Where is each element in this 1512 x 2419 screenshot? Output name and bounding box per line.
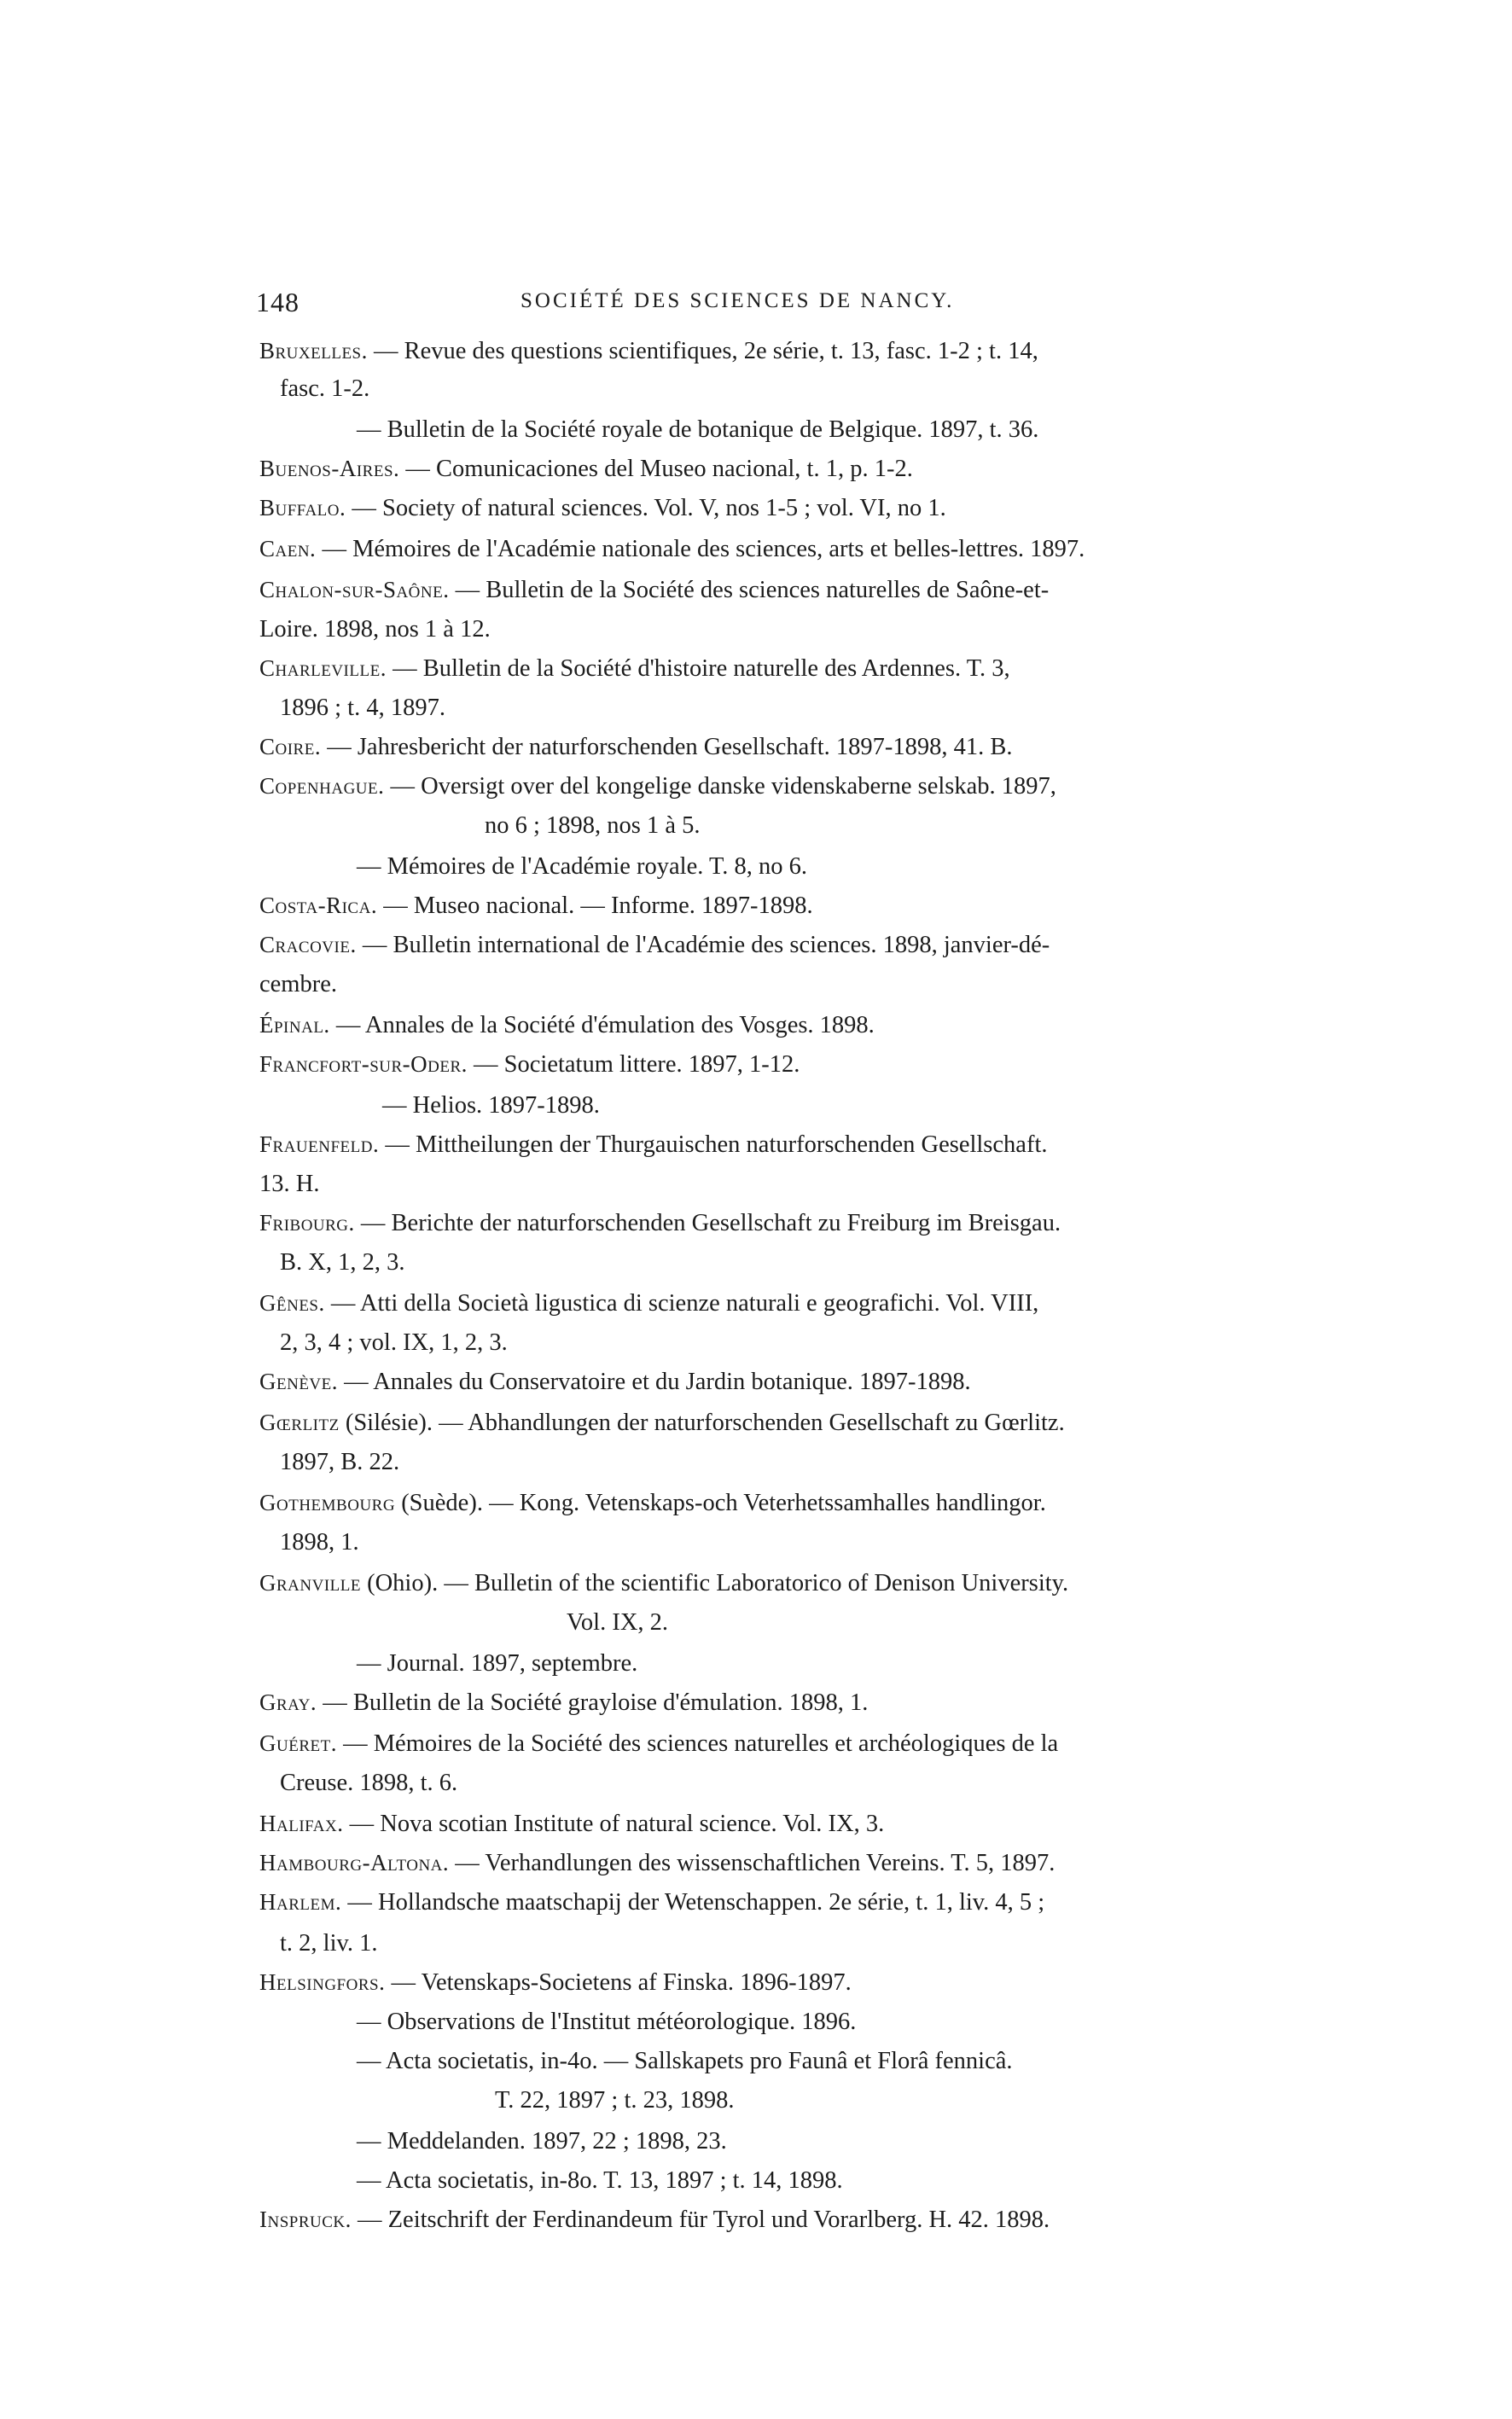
entry-text: 1898, 1.: [280, 1529, 359, 1555]
entry-text: 1897, B. 22.: [280, 1449, 400, 1475]
entry-text: — Zeitschrift der Ferdinandeum für Tyrol und Vorarlberg. H. 42. 1898.: [351, 2207, 1050, 2233]
entry-text: — Annales du Conservatoire et du Jardin botanique. 1897-1898.: [338, 1369, 971, 1395]
entry-text: Creuse. 1898, t. 6.: [280, 1770, 458, 1796]
entry-continuation: [259, 1331, 1314, 1356]
entry-line: [259, 457, 1294, 482]
entry-line: [259, 933, 1294, 958]
entry-line: [259, 1292, 1294, 1317]
entry-continuation: [259, 1611, 1512, 1636]
entry-text: — Society of natural sciences. Vol. V, nos 1-5 ; vol. VI, no 1.: [346, 495, 946, 521]
entry-continuation: [259, 1172, 1294, 1197]
entry-line: [259, 657, 1294, 682]
entry-continuation: [259, 1531, 1314, 1555]
entry-text: t. 2, liv. 1.: [280, 1930, 378, 1957]
entry-line: [259, 340, 1294, 364]
entry-text: — Meddelanden. 1897, 22 ; 1898, 23.: [357, 2128, 727, 2154]
entry-text: — Societatum littere. 1897, 1-12.: [467, 1051, 800, 1078]
entry-text: fasc. 1-2.: [280, 375, 370, 402]
place-name: Coire.: [259, 734, 322, 759]
entry-text: — Vetenskaps-Societens af Finska. 1896-1897.: [385, 1969, 852, 1996]
entry-text: — Jahresbericht der naturforschenden Gesellschaft. 1897-1898, 41. B.: [321, 734, 1013, 760]
place-name: Charleville.: [259, 655, 387, 681]
entry-line: [259, 2208, 1294, 2233]
place-name: Épinal.: [259, 1012, 330, 1038]
entry-text: — Revue des questions scientifiques, 2e série, t. 13, fasc. 1-2 ; t. 14,: [367, 338, 1038, 364]
place-name: Guéret.: [259, 1730, 337, 1756]
entry-continuation: [259, 618, 1294, 643]
entry-text: cembre.: [259, 971, 337, 997]
entry-continuation: [259, 1771, 1314, 1796]
place-name: Costa-Rica.: [259, 893, 378, 918]
entry-text: — Acta societatis, in-4o. — Sallskapets pro Faunâ et Florâ fennicâ.: [357, 2048, 1013, 2074]
entry-continuation: [259, 1251, 1314, 1276]
place-name: Caen.: [259, 536, 317, 561]
place-name: Gœrlitz: [259, 1410, 340, 1435]
entry-text: — Mémoires de la Société des sciences naturelles et archéologiques de la: [336, 1730, 1059, 1757]
entry-text: — Mémoires de l'Académie nationale des sciences, arts et belles-lettres. 1897.: [316, 536, 1085, 562]
entry-text: — Annales de la Société d'émulation des Vosges. 1898.: [329, 1012, 875, 1038]
entry-continuation: [259, 2089, 1512, 2114]
place-name: Granville: [259, 1570, 361, 1596]
entry-text: Vol. IX, 2.: [567, 1609, 669, 1636]
entry-continuation: [259, 855, 1391, 880]
entry-text: no 6 ; 1898, nos 1 à 5.: [485, 812, 701, 839]
entry-line: [259, 1370, 1294, 1395]
entry-text: — Observations de l'Institut météorologique. 1896.: [357, 2009, 857, 2035]
place-name: Buffalo.: [259, 495, 346, 520]
entry-text: T. 22, 1897 ; t. 23, 1898.: [495, 2087, 735, 2114]
entry-line: [259, 497, 1294, 521]
entry-text: — Berichte der naturforschenden Gesellschaft zu Freiburg im Breisgau.: [354, 1210, 1061, 1236]
entry-text: — Verhandlungen des wissenschaftlichen Vereins. T. 5, 1897.: [449, 1850, 1055, 1876]
entry-line: [259, 1891, 1294, 1916]
place-name: Gray.: [259, 1689, 317, 1715]
place-name: Harlem.: [259, 1889, 342, 1915]
entry-text: (Silésie). — Abhandlungen der naturforschenden Gesellschaft zu Gœrlitz.: [339, 1410, 1065, 1436]
entry-continuation: [259, 2169, 1391, 2194]
place-name: Gothembourg: [259, 1490, 396, 1515]
place-name: Francfort-sur-Oder.: [259, 1051, 468, 1077]
entry-text: — Atti della Società ligustica di scienze naturali e geografichi. Vol. VIII,: [324, 1290, 1039, 1317]
place-name: Buenos-Aires.: [259, 456, 400, 481]
place-name: Hambourg-Altona.: [259, 1850, 450, 1875]
entry-continuation: [259, 2050, 1391, 2074]
entry-continuation: [259, 1451, 1314, 1475]
place-name: Genève.: [259, 1369, 339, 1394]
entry-text: B. X, 1, 2, 3.: [280, 1249, 405, 1276]
running-title: SOCIÉTÉ DES SCIENCES DE NANCY.: [520, 289, 955, 312]
entry-text: — Acta societatis, in-8o. T. 13, 1897 ; t. 14, 1898.: [357, 2167, 843, 2194]
entry-continuation: [259, 696, 1314, 721]
entry-line: [259, 1492, 1294, 1516]
entry-text: — Bulletin de la Société des sciences naturelles de Saône-et-: [449, 577, 1050, 603]
entry-line: [259, 1691, 1294, 1716]
entry-text: — Hollandsche maatschapij der Wetenschappen. 2e série, t. 1, liv. 4, 5 ;: [341, 1889, 1045, 1916]
entry-text: — Museo nacional. — Informe. 1897-1898.: [377, 893, 813, 919]
entry-text: — Oversigt over del kongelige danske videnskaberne selskab. 1897,: [384, 773, 1056, 800]
entry-text: — Helios. 1897-1898.: [382, 1092, 600, 1119]
entry-text: — Bulletin de la Société d'histoire naturelle des Ardennes. T. 3,: [386, 655, 1010, 682]
entry-line: [259, 1411, 1294, 1436]
entry-text: 13. H.: [259, 1171, 320, 1197]
place-name: Halifax.: [259, 1811, 344, 1836]
entry-line: [259, 1014, 1294, 1038]
entry-line: [259, 1212, 1294, 1236]
place-name: Bruxelles.: [259, 338, 368, 363]
entry-line: [259, 736, 1294, 760]
entry-continuation: [259, 418, 1391, 443]
place-name: Frauenfeld.: [259, 1131, 380, 1157]
place-name: Gênes.: [259, 1290, 325, 1316]
entry-continuation: [259, 1094, 1416, 1119]
entry-continuation: [259, 1652, 1391, 1677]
entry-text: — Mittheilungen der Thurgauischen naturforschenden Gesellschaft.: [379, 1131, 1048, 1158]
entry-text: — Bulletin international de l'Académie des sciences. 1898, janvier-dé-: [356, 932, 1050, 958]
entry-text: — Bulletin de la Société royale de botanique de Belgique. 1897, t. 36.: [357, 416, 1039, 443]
entry-text: Loire. 1898, nos 1 à 12.: [259, 616, 491, 643]
entry-line: [259, 1572, 1294, 1596]
entry-line: [259, 1732, 1294, 1757]
entry-continuation: [259, 2010, 1391, 2035]
entry-continuation: [259, 1932, 1314, 1957]
entry-line: [259, 579, 1294, 603]
entry-line: [259, 1133, 1294, 1158]
place-name: Chalon-sur-Saône.: [259, 577, 450, 602]
entry-line: [259, 1812, 1294, 1837]
entry-continuation: [259, 814, 1512, 839]
place-name: Cracovie.: [259, 932, 357, 957]
entry-line: [259, 775, 1294, 800]
entry-text: — Nova scotian Institute of natural science. Vol. IX, 3.: [343, 1811, 885, 1837]
place-name: Fribourg.: [259, 1210, 355, 1236]
place-name: Inspruck.: [259, 2207, 352, 2232]
entry-text: — Mémoires de l'Académie royale. T. 8, no 6.: [357, 853, 808, 880]
entry-line: [259, 538, 1294, 562]
entry-text: — Journal. 1897, septembre.: [357, 1650, 638, 1677]
entry-continuation: [259, 2130, 1391, 2154]
entry-continuation: [259, 973, 1294, 997]
entry-continuation: [259, 377, 1314, 402]
page-number: 148: [256, 287, 299, 317]
entry-text: 2, 3, 4 ; vol. IX, 1, 2, 3.: [280, 1329, 508, 1356]
entry-text: (Ohio). — Bulletin of the scientific Laboratorico of Denison University.: [360, 1570, 1069, 1596]
entry-line: [259, 1971, 1294, 1996]
entry-line: [259, 894, 1294, 919]
entry-line: [259, 1053, 1294, 1078]
entry-text: (Suède). — Kong. Vetenskaps-och Veterhetssamhalles handlingor.: [395, 1490, 1046, 1516]
place-name: Helsingfors.: [259, 1969, 386, 1995]
entry-line: [259, 1852, 1294, 1876]
entry-text: — Bulletin de la Société grayloise d'émulation. 1898, 1.: [317, 1689, 869, 1716]
place-name: Copenhague.: [259, 773, 385, 799]
entry-text: 1896 ; t. 4, 1897.: [280, 695, 445, 721]
entry-text: — Comunicaciones del Museo nacional, t. 1, p. 1-2.: [399, 456, 913, 482]
